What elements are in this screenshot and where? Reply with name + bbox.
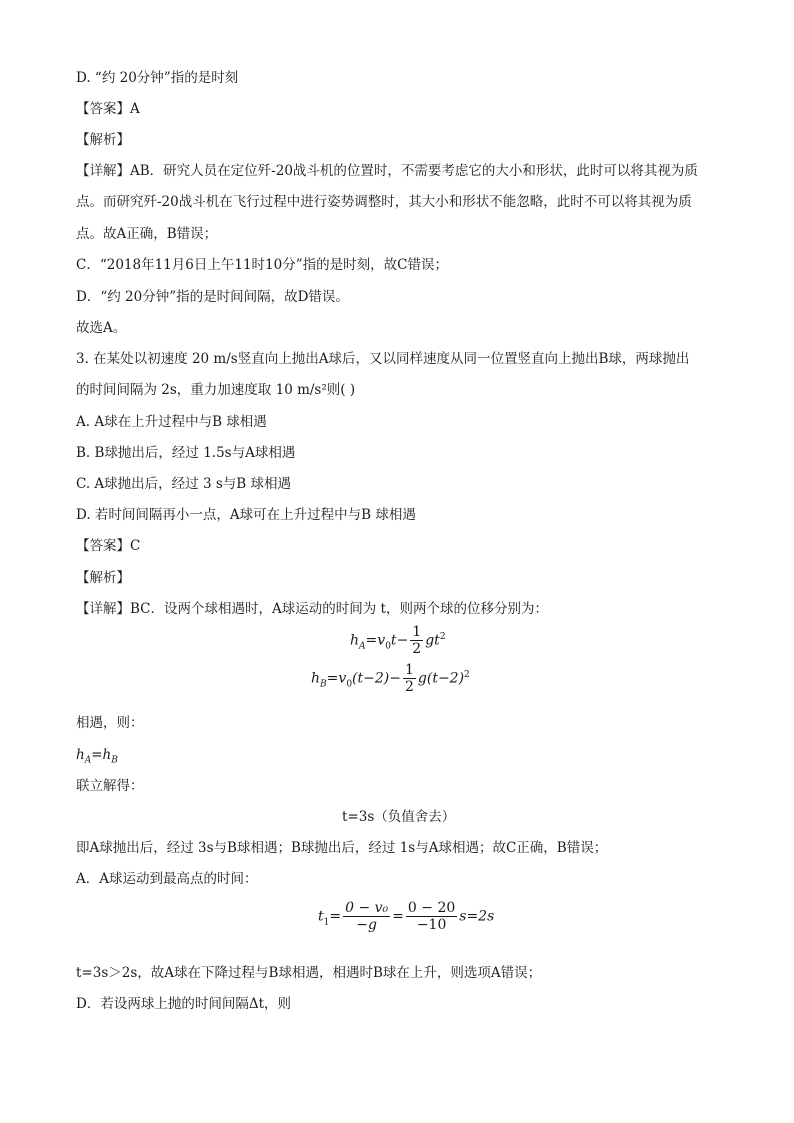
detail-1-line-c: 点。故A正确，B错误；: [76, 226, 218, 242]
analysis-label-2: 【解析】: [76, 570, 130, 586]
answer-label-2: 【答案】C: [76, 538, 141, 554]
equation-ha-hb: $h_A=h_B$: [76, 747, 118, 766]
option-c: C. A球抛出后，经过 3 s与B 球相遇: [76, 476, 291, 492]
equation-t1: $t_1=$ $\frac{\text{0 − v₀}}{-g}$ = $\frac{0 - 20}{-10}$ s=2s: [318, 900, 495, 933]
option-d-prev: D. “约 20分钟”指的是时刻: [76, 70, 239, 86]
detail-1-line-a: 【详解】AB．研究人员在定位歼-20战斗机的位置时，不需要考虑它的大小和形状，此时可以将其视为质: [76, 163, 698, 179]
question-3-line-b: 的时间间隔为 2s，重力加速度取 10 m/s²则( ): [76, 382, 356, 398]
d-head: D．若设两球上抛的时间间隔Δt，则: [76, 996, 291, 1012]
detail-1-line-b: 点。而研究歼-20战斗机在飞行过程中进行姿势调整时，其大小和形状不能忽略，此时不可以将其视为质: [76, 194, 692, 210]
solve-label: 联立解得：: [76, 778, 144, 794]
detail-2-line-a: 【详解】BC．设两个球相遇时，A球运动的时间为 t，则两个球的位移分别为：: [76, 601, 548, 617]
option-a: A. A球在上升过程中与B 球相遇: [76, 414, 267, 430]
t3-line: t=3s＞2s，故A球在下降过程与B球相遇，相遇时B球在上升，则选项A错误；: [76, 965, 542, 981]
a-head: A．A球运动到最高点的时间：: [76, 871, 258, 887]
detail-1-line-e: D．“约 20分钟”指的是时间间隔，故D错误。: [76, 289, 349, 305]
answer-label-1: 【答案】A: [76, 101, 140, 117]
detail-1-line-d: C．“2018年11月6日上午11时10分”指的是时刻，故C错误；: [76, 257, 448, 273]
choose-1: 故选A。: [76, 320, 127, 336]
equation-ha: $h_A=v_0t-$ $\frac{1}{2}$ $gt^2$: [350, 624, 446, 657]
option-b: B. B球抛出后，经过 1.5s与A球相遇: [76, 445, 296, 461]
option-d: D. 若时间间隔再小一点，A球可在上升过程中与B 球相遇: [76, 507, 416, 523]
question-3-line-a: 3. 在某处以初速度 20 m/s竖直向上抛出A球后，又以同样速度从同一位置竖直向上抛出B球，两球抛出: [76, 351, 690, 367]
after-line: 即A球抛出后，经过 3s与B球相遇；B球抛出后，经过 1s与A球相遇；故C正确，B错误；: [76, 840, 608, 856]
equation-hb: $h_B=v_0(t-2)-$ $\frac{1}{2}$ $g(t-2)^2$: [311, 662, 470, 695]
meet-label: 相遇，则：: [76, 715, 144, 731]
t-result: t=3s（负值舍去）: [342, 809, 456, 825]
analysis-label-1: 【解析】: [76, 132, 130, 148]
